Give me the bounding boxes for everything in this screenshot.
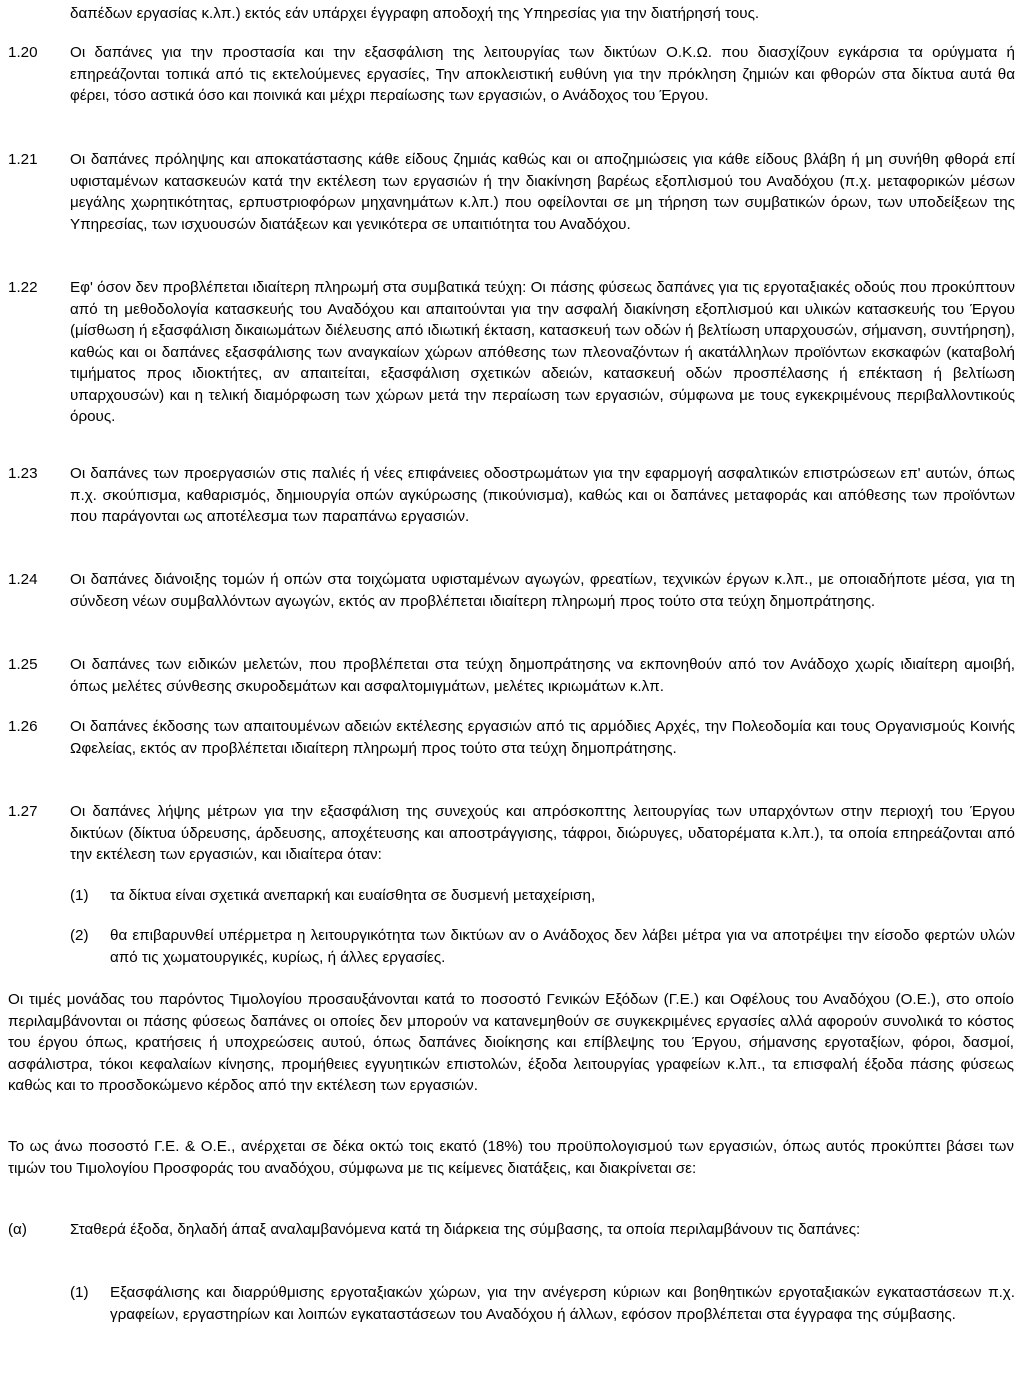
item-text: Οι δαπάνες πρόληψης και αποκατάστασης κάθε είδους ζημιάς καθώς και οι αποζημιώσεις για κάθε είδους βλάβη ή μη συνήθη φθορά επί υφισταμένων κατασκευών κατά την εκτέλεση των εργασιών ή την διακίνηση βαρέως εξοπλισμού του Αναδόχου (π.χ. μεταφορικών μέσων μεγάλης χωρητικότητας, ερπυστριοφόρων μηχανημάτων κ.λπ.) που οφείλονται σε μη τήρηση των συμβατικών όρων, των υποδείξεων της Υπηρεσίας, των ισχυουσών διατάξεων και γενικότερα σε υπαιτιότητα του Αναδόχου. [70, 151, 1015, 233]
item-number: 1.25 [8, 656, 38, 673]
item-number: 1.26 [8, 718, 38, 735]
item-number: 1.27 [8, 803, 38, 820]
item-text: Οι δαπάνες για την προστασία και την εξασφάλιση της λειτουργίας των δικτύων Ο.Κ.Ω. που διασχίζουν εγκάρσια τα ορύγματα ή επηρεάζονται τοπικά από τις εκτελούμενες εργασίες, Την αποκλειστική ευθύνη για την πρόκληση ζημιών και φθορών στα δίκτυα αυτά θα φέρει, τόσο αστικά όσο και ποινικά και μέχρι περαίωσης των εργασιών, ο Ανάδοχος του Έργου. [70, 44, 1015, 104]
item-a-text: Σταθερά έξοδα, δηλαδή άπαξ αναλαμβανόμενα κατά τη διάρκεια της σύμβασης, τα οποία περιλαμβάνουν τις δαπάνες: [70, 1221, 861, 1238]
item-text: Οι δαπάνες των ειδικών μελετών, που προβλέπεται στα τεύχη δημοπράτησης να εκπονηθούν από τον Ανάδοχο χωρίς ιδιαίτερη αμοιβή, όπως μελέτες σύνθεσης σκυροδεμάτων και ασφαλτομιγμάτων, μελέτες ικριωμάτων κ.λπ. [70, 656, 1015, 695]
item-text: Οι δαπάνες των προεργασιών στις παλιές ή νέες επιφάνειες οδοστρωμάτων για την εφαρμογή ασφαλτικών επιστρώσεων επ' αυτών, όπως π.χ. σκούπισμα, καθαρισμός, δημιουργία οπών αγκύρωσης (πικούνισμα), καθώς και οι δαπάνες μεταφοράς και απόθεσης των προϊόντων που παράγονται ως αποτέλεσμα των παραπάνω εργασιών. [70, 465, 1015, 525]
item-text: Οι δαπάνες διάνοιξης τομών ή οπών στα τοιχώματα υφισταμένων αγωγών, φρεατίων, τεχνικών έργων κ.λπ., με οποιαδήποτε μέσα, για τη σύνδεση νέων συμβαλλόντων αγωγών, εκτός αν προβλέπεται ιδιαίτερη πληρωμή προς τούτο στα τεύχη δημοπράτησης. [70, 571, 1015, 610]
item-number: 1.20 [8, 44, 38, 61]
item-text: Οι δαπάνες λήψης μέτρων για την εξασφάλιση της συνεχούς και απρόσκοπτης λειτουργίας των υπαρχόντων στην περιοχή του Έργου δικτύων (δίκτυα ύδρευσης, άρδευσης, αποχέτευσης και αποστράγγισης, τάφροι, διώρυγες, υδατορέματα κ.λπ.), τα οποία επηρεάζονται από την εκτέλεση των εργασιών, και ιδιαίτερα όταν: [70, 803, 1015, 863]
subitem-text: Εξασφάλισης και διαρρύθμισης εργοταξιακών χώρων, για την ανέγερση κύριων και βοηθητικών εργοταξιακών εγκαταστάσεων π.χ. γραφείων, εργαστηρίων και λοιπών εγκαταστάσεων του Αναδόχου ή άλλων, εφόσον προβλέπεται στα έγγραφα της σύμβασης. [110, 1284, 1015, 1323]
item-number: 1.24 [8, 571, 38, 588]
item-number: 1.21 [8, 151, 38, 168]
item-a-number: (α) [8, 1221, 27, 1238]
subitem-number: (1) [70, 887, 89, 904]
subitem-text: τα δίκτυα είναι σχετικά ανεπαρκή και ευαίσθητα σε δυσμενή μεταχείριση, [110, 887, 596, 904]
intro-line: δαπέδων εργασίας κ.λπ.) εκτός εάν υπάρχει έγγραφη αποδοχή της Υπηρεσίας για την διατήρησή τους. [70, 5, 760, 22]
item-text: Εφ' όσον δεν προβλέπεται ιδιαίτερη πληρωμή στα συμβατικά τεύχη: Οι πάσης φύσεως δαπάνες για τις εργοταξιακές οδούς που προκύπτουν από τη μεθοδολογία κατασκευής του Αναδόχου και απαιτούνται για την ασφαλή διακίνηση εξοπλισμού και υλικών κατασκευής του Έργου (μίσθωση ή εξασφάλιση δικαιωμάτων διέλευσης από ιδιωτική έκταση, κατασκευή των οδών ή βελτίωση υπαρχουσών, σήμανση, συντήρηση), καθώς και οι δαπάνες εξασφάλισης των αναγκαίων χώρων απόθεσης των πλεοναζόντων ή ακατάλληλων προϊόντων εκσκαφών (καταβολή τιμήματος προς ιδιοκτήτες, αν απαιτείται, εξασφάλιση σχετικών αδειών, κατασκευή οδών προσπέλασης ή επέκταση ή βελτίωση υπαρχουσών) και η τελική διαμόρφωση των χώρων μετά την περαίωση των εργασιών, σύμφωνα με τους εγκεκριμένους περιβαλλοντικούς όρους. [70, 279, 1015, 425]
item-number: 1.23 [8, 465, 38, 482]
subitem-text: θα επιβαρυνθεί υπέρμετρα η λειτουργικότητα των δικτύων αν ο Ανάδοχος δεν λάβει μέτρα για να αποτρέψει την είσοδο φερτών υλών από τις χωματουργικές, κυρίως, ή άλλες εργασίες. [110, 927, 1015, 966]
subitem-number: (2) [70, 927, 89, 944]
item-number: 1.22 [8, 279, 38, 296]
item-text: Οι δαπάνες έκδοσης των απαιτουμένων αδειών εκτέλεσης εργασιών από τις αρμόδιες Αρχές, την Πολεοδομία και τους Οργανισμούς Κοινής Ωφελείας, εκτός αν προβλέπεται ιδιαίτερη πληρωμή προς τούτο στα τεύχη δημοπράτησης. [70, 718, 1015, 757]
paragraph-percentage: Το ως άνω ποσοστό Γ.Ε. & Ο.Ε., ανέρχεται σε δέκα οκτώ τοις εκατό (18%) του προϋπολογισμού των εργασιών, όπως αυτός προκύπτει βάσει των τιμών του Τιμολογίου Προσφοράς του αναδόχου, σύμφωνα με τις κείμενες διατάξεις, και διακρίνεται σε: [8, 1138, 1014, 1177]
paragraph-general-expenses: Οι τιμές μονάδας του παρόντος Τιμολογίου προσαυξάνονται κατά το ποσοστό Γενικών Εξόδων (Γ.Ε.) και Οφέλους του Αναδόχου (Ο.Ε.), στο οποίο περιλαμβάνονται οι πάσης φύσεως δαπάνες οι οποίες δεν μπορούν να κατανεμηθούν σε συγκεκριμένες εργασίες αλλά αφορούν συνολικά το κόστος του έργου όπως, κρατήσεις ή υποχρεώσεις αυτού, όπως δαπάνες διοίκησης και επίβλεψης του Έργου, σήμανσης εργοταξίων, φόροι, δασμοί, ασφάλιστρα, τόκοι κεφαλαίων κίνησης, προμήθειες εγγυητικών επιστολών, έξοδα λειτουργίας γραφείων κ.λπ., τα επισφαλή έξοδα πάσης φύσεως καθώς και το προσδοκώμενο κέρδος από την εκτέλεση των εργασιών. [8, 991, 1014, 1094]
subitem-number: (1) [70, 1284, 89, 1301]
